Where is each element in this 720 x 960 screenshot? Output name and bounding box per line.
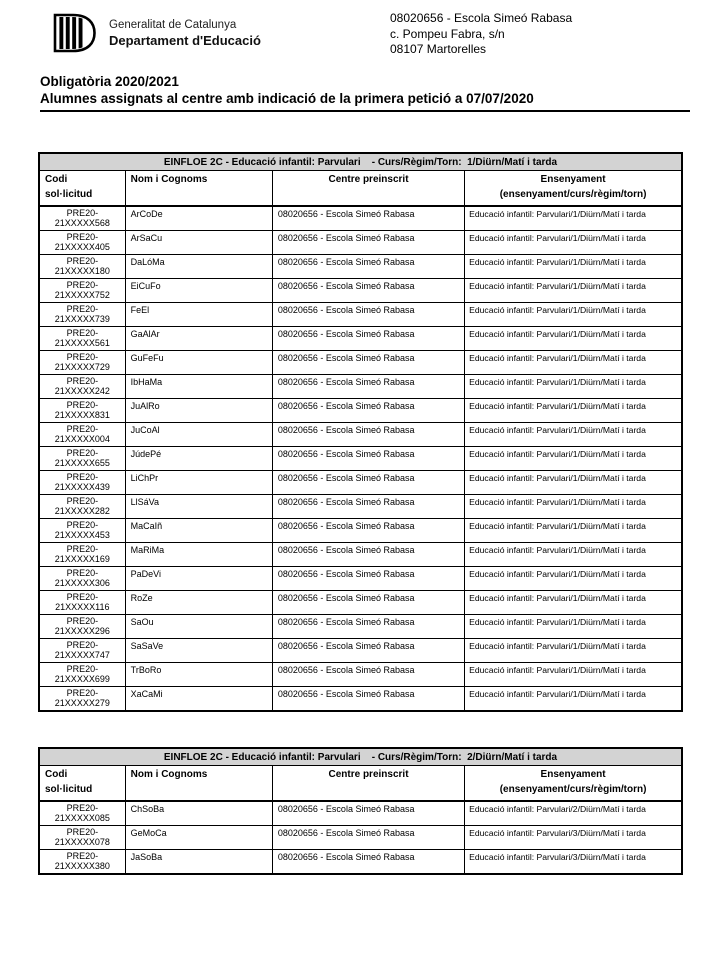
cell-codi-sollicitud: PRE20- 21XXXXX655 — [39, 447, 125, 471]
table-row — [39, 303, 682, 327]
cell-nom-cognoms: IbHaMa — [125, 375, 272, 399]
cell-nom-cognoms: XaCaMi — [125, 687, 272, 712]
table-row — [39, 495, 682, 519]
cell-ensenyament: Educació infantil: Parvulari/1/Diürn/Matí i tarda — [465, 543, 682, 567]
cell-centre-preinscrit: 08020656 - Escola Simeó Rabasa — [272, 495, 464, 519]
cell-ensenyament: Educació infantil: Parvulari/1/Diürn/Matí i tarda — [465, 663, 682, 687]
org-name: Generalitat de Catalunya — [109, 18, 237, 31]
cell-centre-preinscrit: 08020656 - Escola Simeó Rabasa — [272, 255, 464, 279]
cell-centre-preinscrit: 08020656 - Escola Simeó Rabasa — [272, 471, 464, 495]
cell-codi-sollicitud: PRE20- 21XXXXX831 — [39, 399, 125, 423]
cell-ensenyament: Educació infantil: Parvulari/3/Diürn/Matí i tarda — [465, 850, 682, 875]
column-header: Ensenyament (ensenyament/curs/règim/torn) — [465, 766, 682, 802]
cell-ensenyament: Educació infantil: Parvulari/1/Diürn/Matí i tarda — [465, 351, 682, 375]
table-row — [39, 826, 682, 850]
cell-codi-sollicitud: PRE20- 21XXXXX242 — [39, 375, 125, 399]
cell-codi-sollicitud: PRE20- 21XXXXX279 — [39, 687, 125, 712]
cell-ensenyament: Educació infantil: Parvulari/1/Diürn/Matí i tarda — [465, 639, 682, 663]
table-row — [39, 591, 682, 615]
cell-centre-preinscrit: 08020656 - Escola Simeó Rabasa — [272, 423, 464, 447]
table-header-row — [39, 766, 682, 802]
table-row — [39, 375, 682, 399]
cell-codi-sollicitud: PRE20- 21XXXXX752 — [39, 279, 125, 303]
tables-host — [38, 152, 683, 875]
cell-centre-preinscrit: 08020656 - Escola Simeó Rabasa — [272, 303, 464, 327]
cell-centre-preinscrit: 08020656 - Escola Simeó Rabasa — [272, 826, 464, 850]
school-address-block — [390, 11, 572, 58]
table-row — [39, 519, 682, 543]
doc-title-line2: Alumnes assignats al centre amb indicació de la primera petició a 07/07/2020 — [40, 90, 690, 112]
table-row — [39, 231, 682, 255]
table-row — [39, 687, 682, 712]
table-row — [39, 663, 682, 687]
cell-ensenyament: Educació infantil: Parvulari/1/Diürn/Matí i tarda — [465, 327, 682, 351]
table-row — [39, 206, 682, 231]
cell-centre-preinscrit: 08020656 - Escola Simeó Rabasa — [272, 327, 464, 351]
table-row — [39, 399, 682, 423]
department-name: Departament d'Educació — [109, 32, 261, 48]
school-street: c. Pompeu Fabra, s/n — [390, 26, 505, 41]
cell-ensenyament: Educació infantil: Parvulari/2/Diürn/Matí i tarda — [465, 801, 682, 826]
column-header: Centre preinscrit — [272, 171, 464, 207]
table-row — [39, 801, 682, 826]
cell-centre-preinscrit: 08020656 - Escola Simeó Rabasa — [272, 639, 464, 663]
cell-ensenyament: Educació infantil: Parvulari/1/Diürn/Matí i tarda — [465, 399, 682, 423]
cell-codi-sollicitud: PRE20- 21XXXXX116 — [39, 591, 125, 615]
table-row — [39, 567, 682, 591]
cell-ensenyament: Educació infantil: Parvulari/1/Diürn/Matí i tarda — [465, 471, 682, 495]
cell-nom-cognoms: LiChPr — [125, 471, 272, 495]
cell-codi-sollicitud: PRE20- 21XXXXX085 — [39, 801, 125, 826]
cell-ensenyament: Educació infantil: Parvulari/1/Diürn/Matí i tarda — [465, 591, 682, 615]
cell-nom-cognoms: MaCaIñ — [125, 519, 272, 543]
cell-centre-preinscrit: 08020656 - Escola Simeó Rabasa — [272, 279, 464, 303]
cell-centre-preinscrit: 08020656 - Escola Simeó Rabasa — [272, 663, 464, 687]
column-header: Codi sol·licitud — [39, 171, 125, 207]
cell-centre-preinscrit: 08020656 - Escola Simeó Rabasa — [272, 519, 464, 543]
table-row — [39, 351, 682, 375]
table-row — [39, 471, 682, 495]
cell-ensenyament: Educació infantil: Parvulari/1/Diürn/Matí i tarda — [465, 303, 682, 327]
letterhead — [52, 11, 261, 55]
cell-codi-sollicitud: PRE20- 21XXXXX729 — [39, 351, 125, 375]
cell-ensenyament: Educació infantil: Parvulari/1/Diürn/Matí i tarda — [465, 519, 682, 543]
cell-centre-preinscrit: 08020656 - Escola Simeó Rabasa — [272, 591, 464, 615]
cell-ensenyament: Educació infantil: Parvulari/1/Diürn/Matí i tarda — [465, 255, 682, 279]
cell-nom-cognoms: ArSaCu — [125, 231, 272, 255]
assignment-table — [38, 152, 683, 712]
cell-nom-cognoms: RoZe — [125, 591, 272, 615]
doc-title-line1: Obligatòria 2020/2021 — [40, 74, 179, 89]
cell-ensenyament: Educació infantil: Parvulari/1/Diürn/Matí i tarda — [465, 615, 682, 639]
cell-codi-sollicitud: PRE20- 21XXXXX699 — [39, 663, 125, 687]
cell-nom-cognoms: DaLóMa — [125, 255, 272, 279]
cell-centre-preinscrit: 08020656 - Escola Simeó Rabasa — [272, 206, 464, 231]
table-row — [39, 327, 682, 351]
column-header: Nom i Cognoms — [125, 171, 272, 207]
cell-nom-cognoms: EiCuFo — [125, 279, 272, 303]
cell-nom-cognoms: GaAlAr — [125, 327, 272, 351]
cell-ensenyament: Educació infantil: Parvulari/1/Diürn/Matí i tarda — [465, 567, 682, 591]
table-title: EINFLOE 2C - Educació infantil: Parvulari - Curs/Règim/Torn: 1/Diürn/Matí i tarda — [39, 153, 682, 171]
table-row — [39, 423, 682, 447]
cell-centre-preinscrit: 08020656 - Escola Simeó Rabasa — [272, 375, 464, 399]
table-row — [39, 639, 682, 663]
cell-nom-cognoms: SaSaVe — [125, 639, 272, 663]
document-title-block — [40, 73, 690, 112]
column-header: Nom i Cognoms — [125, 766, 272, 802]
cell-centre-preinscrit: 08020656 - Escola Simeó Rabasa — [272, 447, 464, 471]
cell-centre-preinscrit: 08020656 - Escola Simeó Rabasa — [272, 543, 464, 567]
cell-centre-preinscrit: 08020656 - Escola Simeó Rabasa — [272, 351, 464, 375]
cell-codi-sollicitud: PRE20- 21XXXXX439 — [39, 471, 125, 495]
cell-codi-sollicitud: PRE20- 21XXXXX380 — [39, 850, 125, 875]
cell-ensenyament: Educació infantil: Parvulari/1/Diürn/Matí i tarda — [465, 231, 682, 255]
cell-codi-sollicitud: PRE20- 21XXXXX306 — [39, 567, 125, 591]
cell-ensenyament: Educació infantil: Parvulari/1/Diürn/Matí i tarda — [465, 375, 682, 399]
cell-nom-cognoms: PaDeVi — [125, 567, 272, 591]
cell-ensenyament: Educació infantil: Parvulari/1/Diürn/Matí i tarda — [465, 423, 682, 447]
cell-codi-sollicitud: PRE20- 21XXXXX296 — [39, 615, 125, 639]
cell-nom-cognoms: JuAlRo — [125, 399, 272, 423]
table-row — [39, 279, 682, 303]
cell-centre-preinscrit: 08020656 - Escola Simeó Rabasa — [272, 567, 464, 591]
cell-codi-sollicitud: PRE20- 21XXXXX568 — [39, 206, 125, 231]
table-title-row — [39, 748, 682, 766]
cell-codi-sollicitud: PRE20- 21XXXXX004 — [39, 423, 125, 447]
assignment-table — [38, 747, 683, 875]
cell-codi-sollicitud: PRE20- 21XXXXX282 — [39, 495, 125, 519]
table-row — [39, 615, 682, 639]
cell-ensenyament: Educació infantil: Parvulari/1/Diürn/Matí i tarda — [465, 687, 682, 712]
cell-codi-sollicitud: PRE20- 21XXXXX169 — [39, 543, 125, 567]
table-row — [39, 255, 682, 279]
cell-ensenyament: Educació infantil: Parvulari/1/Diürn/Matí i tarda — [465, 279, 682, 303]
cell-codi-sollicitud: PRE20- 21XXXXX180 — [39, 255, 125, 279]
cell-codi-sollicitud: PRE20- 21XXXXX405 — [39, 231, 125, 255]
cell-nom-cognoms: MaRiMa — [125, 543, 272, 567]
cell-nom-cognoms: JaSoBa — [125, 850, 272, 875]
school-code-name: 08020656 - Escola Simeó Rabasa — [390, 11, 573, 25]
generalitat-senyera-shield-icon — [52, 11, 98, 55]
cell-codi-sollicitud: PRE20- 21XXXXX453 — [39, 519, 125, 543]
cell-centre-preinscrit: 08020656 - Escola Simeó Rabasa — [272, 231, 464, 255]
column-header: Codi sol·licitud — [39, 766, 125, 802]
column-header: Centre preinscrit — [272, 766, 464, 802]
table-header-row — [39, 171, 682, 207]
table-row — [39, 543, 682, 567]
cell-nom-cognoms: ChSoBa — [125, 801, 272, 826]
cell-codi-sollicitud: PRE20- 21XXXXX561 — [39, 327, 125, 351]
cell-centre-preinscrit: 08020656 - Escola Simeó Rabasa — [272, 801, 464, 826]
cell-nom-cognoms: FeEl — [125, 303, 272, 327]
cell-centre-preinscrit: 08020656 - Escola Simeó Rabasa — [272, 850, 464, 875]
cell-nom-cognoms: JuCoAl — [125, 423, 272, 447]
cell-nom-cognoms: SaOu — [125, 615, 272, 639]
school-postal-city: 08107 Martorelles — [390, 42, 487, 56]
cell-nom-cognoms: LlSáVa — [125, 495, 272, 519]
cell-ensenyament: Educació infantil: Parvulari/3/Diürn/Matí i tarda — [465, 826, 682, 850]
table-row — [39, 447, 682, 471]
cell-codi-sollicitud: PRE20- 21XXXXX739 — [39, 303, 125, 327]
cell-nom-cognoms: GeMoCa — [125, 826, 272, 850]
cell-codi-sollicitud: PRE20- 21XXXXX078 — [39, 826, 125, 850]
cell-nom-cognoms: JúdePé — [125, 447, 272, 471]
cell-centre-preinscrit: 08020656 - Escola Simeó Rabasa — [272, 687, 464, 712]
cell-centre-preinscrit: 08020656 - Escola Simeó Rabasa — [272, 399, 464, 423]
table-title: EINFLOE 2C - Educació infantil: Parvulari - Curs/Règim/Torn: 2/Diürn/Matí i tarda — [39, 748, 682, 766]
cell-ensenyament: Educació infantil: Parvulari/1/Diürn/Matí i tarda — [465, 206, 682, 231]
table-title-row — [39, 153, 682, 171]
cell-nom-cognoms: TrBoRo — [125, 663, 272, 687]
org-block — [109, 18, 261, 49]
cell-ensenyament: Educació infantil: Parvulari/1/Diürn/Matí i tarda — [465, 495, 682, 519]
column-header: Ensenyament (ensenyament/curs/règim/torn) — [465, 171, 682, 207]
cell-codi-sollicitud: PRE20- 21XXXXX747 — [39, 639, 125, 663]
cell-ensenyament: Educació infantil: Parvulari/1/Diürn/Matí i tarda — [465, 447, 682, 471]
table-row — [39, 850, 682, 875]
cell-nom-cognoms: ArCoDe — [125, 206, 272, 231]
cell-centre-preinscrit: 08020656 - Escola Simeó Rabasa — [272, 615, 464, 639]
cell-nom-cognoms: GuFeFu — [125, 351, 272, 375]
